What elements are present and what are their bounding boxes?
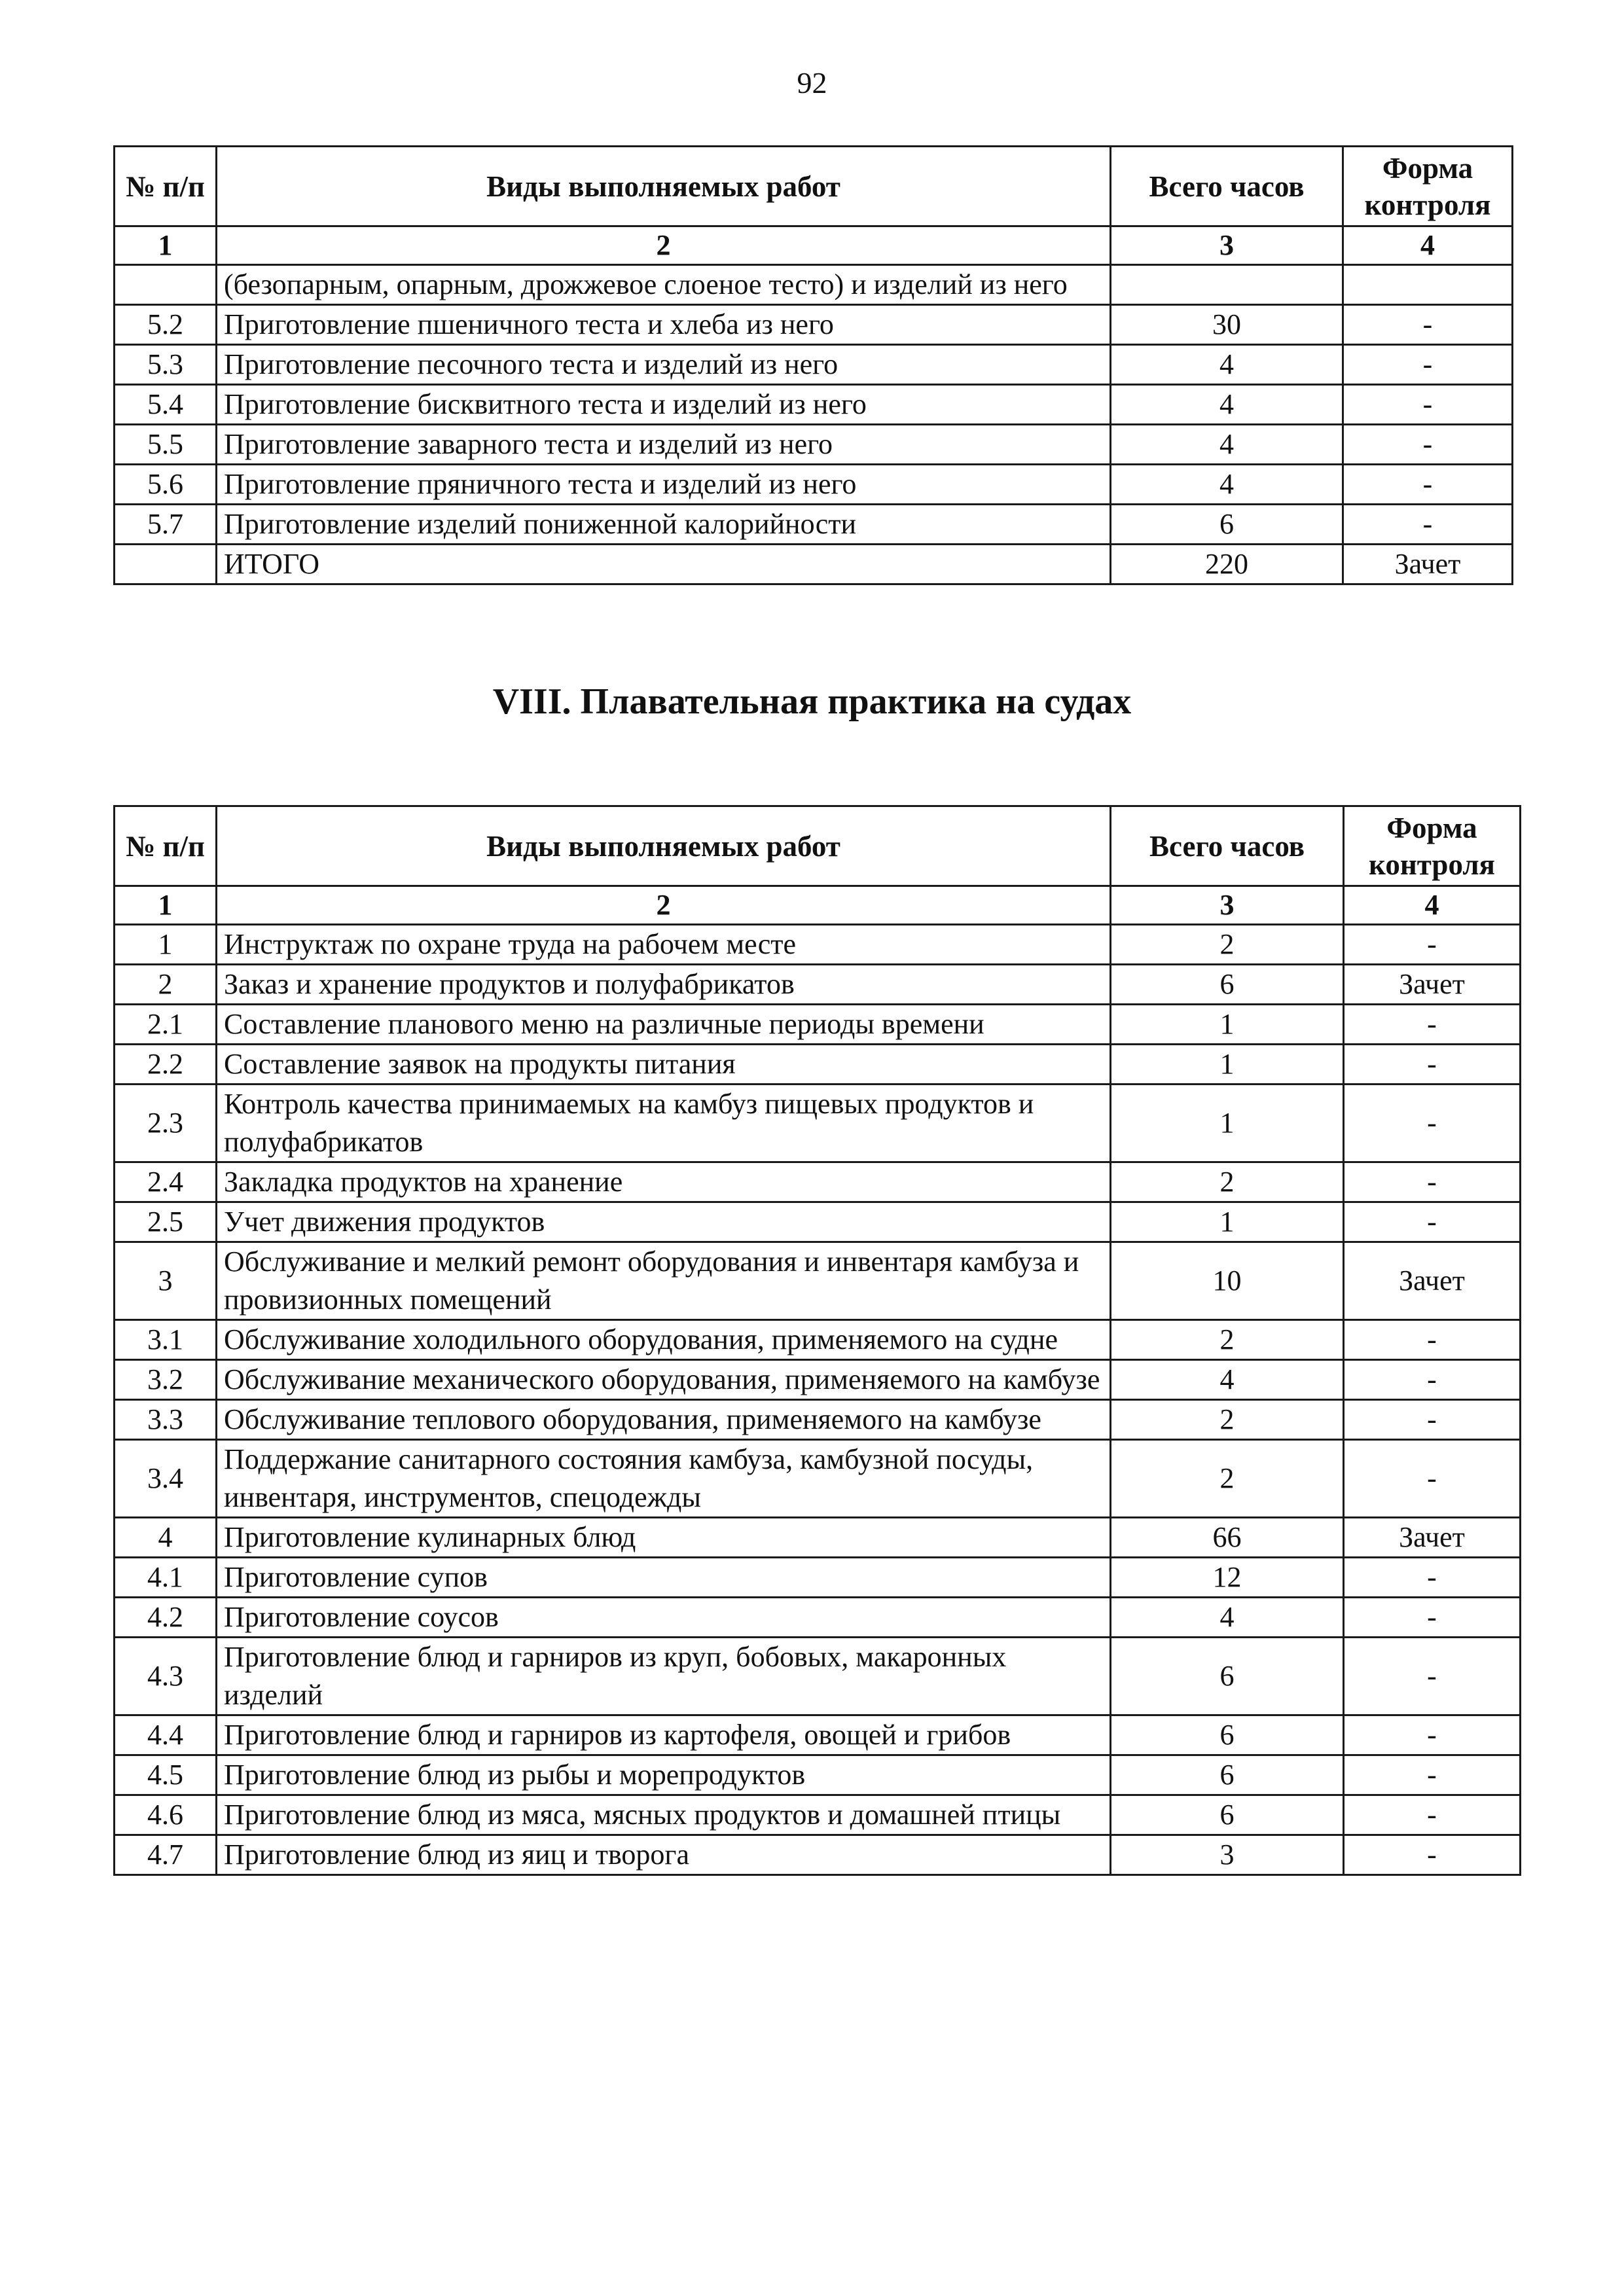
row-control: -	[1344, 1162, 1521, 1202]
row-hours: 4	[1111, 1360, 1344, 1400]
table-row	[115, 1162, 1521, 1202]
row-number: 3	[115, 1242, 217, 1320]
row-control: -	[1344, 1715, 1521, 1755]
table-row	[115, 1558, 1521, 1598]
row-work: ИТОГО	[217, 545, 1111, 584]
row-work: Поддержание санитарного состояния камбуза, камбузной посуды, инвентаря, инструментов, спецодежды	[217, 1440, 1111, 1518]
table-row	[115, 1518, 1521, 1558]
header-works: Виды выполняемых работ	[217, 806, 1111, 886]
row-control: -	[1344, 1795, 1521, 1835]
row-work: Приготовление кулинарных блюд	[217, 1518, 1111, 1558]
row-hours: 12	[1111, 1558, 1344, 1598]
row-hours: 2	[1111, 1162, 1344, 1202]
table-row	[115, 1202, 1521, 1242]
row-hours: 6	[1111, 965, 1344, 1005]
row-work: Обслуживание теплового оборудования, применяемого на камбузе	[217, 1400, 1111, 1440]
row-work: Приготовление блюд из рыбы и морепродуктов	[217, 1755, 1111, 1795]
row-hours: 6	[1111, 1755, 1344, 1795]
table2-body	[115, 886, 1521, 1875]
hours-table-ship-practice	[113, 805, 1521, 1876]
row-hours: 6	[1111, 1638, 1344, 1715]
column-number: 3	[1111, 226, 1343, 265]
row-control: -	[1344, 1755, 1521, 1795]
row-control: -	[1343, 345, 1513, 385]
table-row	[115, 265, 1513, 305]
table-row	[115, 1755, 1521, 1795]
row-number: 4	[115, 1518, 217, 1558]
row-work: Приготовление супов	[217, 1558, 1111, 1598]
row-number: 4.2	[115, 1598, 217, 1638]
row-control: -	[1344, 1320, 1521, 1360]
row-work: Приготовление песочного теста и изделий из него	[217, 345, 1111, 385]
row-number: 4.5	[115, 1755, 217, 1795]
row-control: -	[1344, 1598, 1521, 1638]
column-number: 1	[115, 886, 217, 925]
row-control: -	[1344, 1085, 1521, 1162]
row-hours: 4	[1111, 1598, 1344, 1638]
row-control: -	[1344, 1202, 1521, 1242]
row-number: 2	[115, 965, 217, 1005]
table1-body	[115, 226, 1513, 584]
row-control	[1343, 265, 1513, 305]
table-row	[115, 505, 1513, 545]
row-hours: 4	[1111, 465, 1343, 505]
row-hours: 220	[1111, 545, 1343, 584]
row-hours: 1	[1111, 1045, 1344, 1085]
row-number: 3.4	[115, 1440, 217, 1518]
row-work: Составление планового меню на различные периоды времени	[217, 1005, 1111, 1045]
row-work: Обслуживание механического оборудования, применяемого на камбузе	[217, 1360, 1111, 1400]
row-number: 3.1	[115, 1320, 217, 1360]
row-number: 5.2	[115, 305, 217, 345]
row-hours: 3	[1111, 1835, 1344, 1875]
row-hours: 6	[1111, 505, 1343, 545]
column-number: 3	[1111, 886, 1344, 925]
row-control: -	[1344, 1638, 1521, 1715]
row-hours: 4	[1111, 425, 1343, 465]
row-number: 5.5	[115, 425, 217, 465]
table-row	[115, 1598, 1521, 1638]
table-row	[115, 965, 1521, 1005]
table-row	[115, 1005, 1521, 1045]
row-control: -	[1344, 1045, 1521, 1085]
header-works: Виды выполняемых работ	[217, 147, 1111, 226]
row-work: Обслуживание холодильного оборудования, применяемого на судне	[217, 1320, 1111, 1360]
row-hours: 6	[1111, 1795, 1344, 1835]
table-row	[115, 1638, 1521, 1715]
row-work: Контроль качества принимаемых на камбуз пищевых продуктов и полуфабрикатов	[217, 1085, 1111, 1162]
table-row	[115, 345, 1513, 385]
row-work: Приготовление блюд и гарниров из картофеля, овощей и грибов	[217, 1715, 1111, 1755]
row-hours: 2	[1111, 925, 1344, 965]
row-hours: 2	[1111, 1400, 1344, 1440]
row-number: 2.1	[115, 1005, 217, 1045]
row-number: 1	[115, 925, 217, 965]
table-row	[115, 1795, 1521, 1835]
row-hours: 10	[1111, 1242, 1344, 1320]
header-control: Форма контроля	[1344, 806, 1521, 886]
row-control: -	[1344, 1558, 1521, 1598]
row-work: Приготовление изделий пониженной калорийности	[217, 505, 1111, 545]
row-control: -	[1344, 1005, 1521, 1045]
row-control: -	[1343, 385, 1513, 425]
row-work: Приготовление блюд из яиц и творога	[217, 1835, 1111, 1875]
column-number: 4	[1343, 226, 1513, 265]
row-hours: 1	[1111, 1202, 1344, 1242]
row-hours: 66	[1111, 1518, 1344, 1558]
row-number: 4.3	[115, 1638, 217, 1715]
row-control: -	[1343, 465, 1513, 505]
column-number: 1	[115, 226, 217, 265]
row-control: -	[1344, 1835, 1521, 1875]
row-control: -	[1343, 505, 1513, 545]
table-row	[115, 305, 1513, 345]
row-number: 4.6	[115, 1795, 217, 1835]
row-hours: 4	[1111, 345, 1343, 385]
table-row	[115, 545, 1513, 584]
table-row	[115, 425, 1513, 465]
row-work: Приготовление бисквитного теста и изделий из него	[217, 385, 1111, 425]
header-num: № п/п	[115, 147, 217, 226]
row-number: 3.2	[115, 1360, 217, 1400]
column-number: 2	[217, 226, 1111, 265]
row-work: Приготовление пшеничного теста и хлеба из него	[217, 305, 1111, 345]
row-control: Зачет	[1343, 545, 1513, 584]
row-control: -	[1344, 1400, 1521, 1440]
row-hours: 6	[1111, 1715, 1344, 1755]
header-hours: Всего часов	[1111, 806, 1344, 886]
table-row	[115, 1835, 1521, 1875]
row-work: Приготовление блюд из мяса, мясных продуктов и домашней птицы	[217, 1795, 1111, 1835]
table-row	[115, 925, 1521, 965]
row-control: Зачет	[1344, 1242, 1521, 1320]
row-work: Инструктаж по охране труда на рабочем месте	[217, 925, 1111, 965]
row-control: Зачет	[1344, 1518, 1521, 1558]
row-hours: 2	[1111, 1440, 1344, 1518]
table-row	[115, 385, 1513, 425]
section-title: VIII. Плавательная практика на судах	[492, 681, 1132, 722]
page-number: 92	[797, 66, 827, 99]
table-row	[115, 1715, 1521, 1755]
hours-table-previous	[113, 145, 1513, 585]
column-number: 2	[217, 886, 1111, 925]
row-number: 5.7	[115, 505, 217, 545]
row-number: 2.4	[115, 1162, 217, 1202]
row-work: Обслуживание и мелкий ремонт оборудования и инвентаря камбуза и провизионных помещений	[217, 1242, 1111, 1320]
row-number	[115, 265, 217, 305]
row-control: -	[1344, 1440, 1521, 1518]
row-number: 5.4	[115, 385, 217, 425]
row-work: Приготовление заварного теста и изделий из него	[217, 425, 1111, 465]
row-hours: 2	[1111, 1320, 1344, 1360]
row-number: 3.3	[115, 1400, 217, 1440]
row-work: Заказ и хранение продуктов и полуфабрикатов	[217, 965, 1111, 1005]
header-hours: Всего часов	[1111, 147, 1343, 226]
row-work: Приготовление соусов	[217, 1598, 1111, 1638]
row-number: 4.7	[115, 1835, 217, 1875]
row-work: Приготовление пряничного теста и изделий из него	[217, 465, 1111, 505]
row-number: 4.4	[115, 1715, 217, 1755]
header-control: Форма контроля	[1343, 147, 1513, 226]
row-hours: 1	[1111, 1085, 1344, 1162]
table-row	[115, 1085, 1521, 1162]
row-number: 5.3	[115, 345, 217, 385]
row-number: 4.1	[115, 1558, 217, 1598]
row-work: (безопарным, опарным, дрожжевое слоеное тесто) и изделий из него	[217, 265, 1111, 305]
row-control: Зачет	[1344, 965, 1521, 1005]
table-row	[115, 1400, 1521, 1440]
row-hours: 30	[1111, 305, 1343, 345]
row-work: Учет движения продуктов	[217, 1202, 1111, 1242]
table-row	[115, 1440, 1521, 1518]
row-control: -	[1344, 1360, 1521, 1400]
table-row	[115, 1242, 1521, 1320]
header-num: № п/п	[115, 806, 217, 886]
row-hours	[1111, 265, 1343, 305]
table-row	[115, 1360, 1521, 1400]
row-number	[115, 545, 217, 584]
row-work: Составление заявок на продукты питания	[217, 1045, 1111, 1085]
row-work: Приготовление блюд и гарниров из круп, бобовых, макаронных изделий	[217, 1638, 1111, 1715]
table-row	[115, 465, 1513, 505]
row-work: Закладка продуктов на хранение	[217, 1162, 1111, 1202]
row-number: 2.2	[115, 1045, 217, 1085]
row-number: 2.3	[115, 1085, 217, 1162]
row-number: 5.6	[115, 465, 217, 505]
row-hours: 4	[1111, 385, 1343, 425]
table-row	[115, 1045, 1521, 1085]
row-hours: 1	[1111, 1005, 1344, 1045]
row-control: -	[1344, 925, 1521, 965]
column-number: 4	[1344, 886, 1521, 925]
row-control: -	[1343, 425, 1513, 465]
table-row	[115, 1320, 1521, 1360]
row-control: -	[1343, 305, 1513, 345]
row-number: 2.5	[115, 1202, 217, 1242]
